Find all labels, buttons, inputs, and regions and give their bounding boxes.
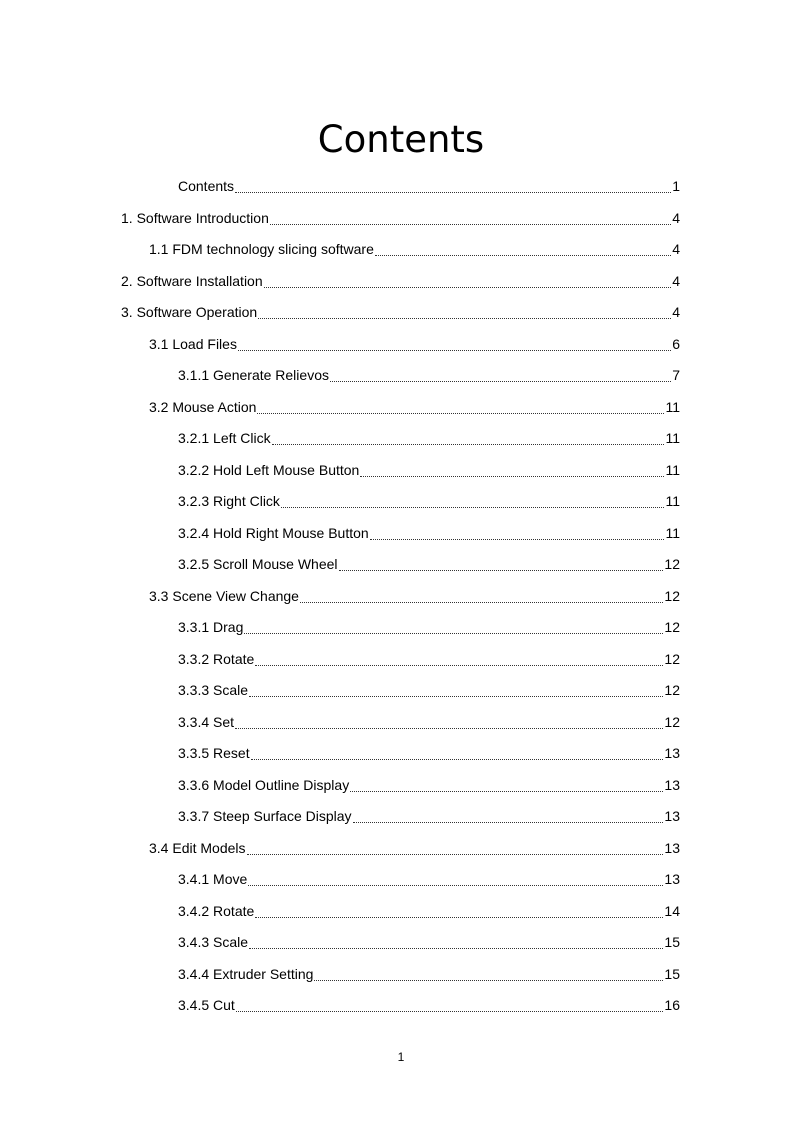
toc-entry-label: 3.4.4 Extruder Setting bbox=[178, 965, 314, 982]
toc-dot-leader bbox=[270, 224, 671, 225]
toc-entry-page: 11 bbox=[665, 493, 680, 509]
toc-entry-label: 3.2 Mouse Action bbox=[149, 398, 257, 415]
toc-entry-label: 3.1 Load Files bbox=[149, 335, 237, 352]
toc-entry-label: 3.2.4 Hold Right Mouse Button bbox=[178, 524, 369, 541]
toc-entry[interactable] bbox=[178, 617, 680, 637]
toc-entry[interactable] bbox=[178, 901, 680, 921]
toc-entry-page: 4 bbox=[672, 209, 680, 226]
toc-entry-page: 13 bbox=[664, 745, 680, 761]
toc-dot-leader bbox=[255, 665, 663, 666]
toc-entry-label: 3.4.1 Move bbox=[178, 871, 248, 887]
toc-dot-leader bbox=[249, 948, 663, 949]
toc-dot-leader bbox=[255, 917, 663, 918]
toc-entry-label: 3.3.7 Steep Surface Display bbox=[178, 808, 352, 824]
toc-entry-page: 12 bbox=[664, 587, 680, 604]
toc-entry[interactable] bbox=[178, 712, 680, 732]
toc-entry-page: 4 bbox=[672, 304, 680, 320]
toc-entry-label: 3.3.4 Set bbox=[178, 713, 235, 730]
toc-entry-label: 3.3.1 Drag bbox=[178, 619, 244, 635]
toc-entry-label: Contents bbox=[178, 178, 235, 194]
toc-entry[interactable] bbox=[178, 428, 680, 448]
toc-entry-label: 3.3.2 Rotate bbox=[178, 650, 255, 667]
toc-entry-page: 7 bbox=[672, 367, 680, 383]
toc-dot-leader bbox=[244, 633, 663, 634]
toc-entry[interactable] bbox=[178, 491, 680, 511]
toc-dot-leader bbox=[247, 854, 664, 855]
toc-entry-page: 14 bbox=[664, 902, 680, 919]
toc-entry[interactable] bbox=[121, 302, 680, 322]
toc-entry-page: 13 bbox=[664, 871, 680, 887]
toc-entry-label: 3.2.1 Left Click bbox=[178, 430, 271, 446]
toc-entry-page: 1 bbox=[672, 178, 680, 194]
toc-dot-leader bbox=[375, 255, 671, 256]
toc-entry-label: 3.3 Scene View Change bbox=[149, 587, 299, 604]
toc-dot-leader bbox=[314, 980, 663, 981]
toc-entry-page: 11 bbox=[665, 461, 680, 478]
toc-entry-label: 3.4.3 Scale bbox=[178, 934, 249, 950]
toc-entry-label: 3.2.3 Right Click bbox=[178, 493, 280, 509]
toc-entry-page: 12 bbox=[664, 650, 680, 667]
toc-dot-leader bbox=[235, 192, 671, 193]
toc-entry-label: 3.2.5 Scroll Mouse Wheel bbox=[178, 556, 338, 572]
toc-entry[interactable] bbox=[178, 176, 680, 196]
toc-entry-label: 3.4.5 Cut bbox=[178, 997, 235, 1013]
toc-dot-leader bbox=[235, 728, 663, 729]
toc-entry[interactable] bbox=[178, 964, 680, 984]
toc-entry[interactable] bbox=[178, 995, 680, 1015]
toc-entry[interactable] bbox=[178, 365, 680, 385]
toc-dot-leader bbox=[257, 413, 664, 414]
toc-entry-label: 3.3.5 Reset bbox=[178, 745, 250, 761]
toc-entry-label: 3.3.6 Model Outline Display bbox=[178, 776, 350, 793]
toc-entry-page: 12 bbox=[664, 556, 680, 572]
toc-dot-leader bbox=[258, 318, 671, 319]
toc-entry-page: 13 bbox=[664, 776, 680, 793]
toc-dot-leader bbox=[272, 444, 665, 445]
toc-dot-leader bbox=[238, 350, 671, 351]
toc-entry[interactable] bbox=[121, 208, 680, 228]
toc-entry[interactable] bbox=[121, 271, 680, 291]
toc-entry-label: 3. Software Operation bbox=[121, 304, 258, 320]
toc-entry-label: 3.4.2 Rotate bbox=[178, 902, 255, 919]
toc-entry[interactable] bbox=[178, 869, 680, 889]
toc-entry-label: 3.2.2 Hold Left Mouse Button bbox=[178, 461, 360, 478]
toc-entry[interactable] bbox=[178, 649, 680, 669]
toc-entry-label: 3.1.1 Generate Relievos bbox=[178, 367, 329, 383]
toc-entry-label: 3.3.3 Scale bbox=[178, 682, 249, 698]
toc-entry-page: 6 bbox=[672, 335, 680, 352]
toc-entry-page: 15 bbox=[664, 934, 680, 950]
toc-entry[interactable] bbox=[178, 523, 680, 543]
toc-dot-leader bbox=[236, 1011, 664, 1012]
toc-entry[interactable] bbox=[178, 806, 680, 826]
page-number: 1 bbox=[397, 1050, 405, 1064]
toc-entry-page: 12 bbox=[664, 619, 680, 635]
toc-entry-page: 4 bbox=[672, 272, 680, 289]
toc-entry[interactable] bbox=[178, 460, 680, 480]
toc-entry-page: 12 bbox=[664, 713, 680, 730]
toc-entry[interactable] bbox=[178, 775, 680, 795]
toc-dot-leader bbox=[350, 791, 663, 792]
toc-dot-leader bbox=[330, 381, 671, 382]
toc-dot-leader bbox=[360, 476, 664, 477]
toc-dot-leader bbox=[264, 287, 672, 288]
toc-entry-page: 13 bbox=[664, 808, 680, 824]
toc-entry[interactable] bbox=[178, 554, 680, 574]
toc-entry-page: 11 bbox=[665, 398, 680, 415]
toc-entry[interactable] bbox=[178, 932, 680, 952]
toc-dot-leader bbox=[300, 602, 663, 603]
toc-entry-label: 2. Software Installation bbox=[121, 272, 263, 289]
toc-entry-page: 13 bbox=[664, 839, 680, 856]
toc-entry[interactable] bbox=[149, 586, 680, 606]
toc-entry-page: 12 bbox=[664, 682, 680, 698]
toc-entry[interactable] bbox=[149, 397, 680, 417]
toc-dot-leader bbox=[353, 822, 664, 823]
toc-entry-label: 3.4 Edit Models bbox=[149, 839, 246, 856]
toc-entry-page: 11 bbox=[665, 430, 680, 446]
toc-entry-page: 16 bbox=[664, 997, 680, 1013]
toc-dot-leader bbox=[249, 696, 663, 697]
toc-dot-leader bbox=[370, 539, 665, 540]
toc-entry[interactable] bbox=[149, 239, 680, 259]
toc-entry[interactable] bbox=[149, 334, 680, 354]
toc-dot-leader bbox=[251, 759, 664, 760]
toc-dot-leader bbox=[281, 507, 665, 508]
toc-dot-leader bbox=[248, 885, 663, 886]
toc-entry-page: 15 bbox=[664, 965, 680, 982]
toc-entry[interactable] bbox=[178, 680, 680, 700]
toc-entry-page: 11 bbox=[665, 524, 680, 541]
toc-entry-label: 1. Software Introduction bbox=[121, 209, 269, 226]
toc-entry[interactable] bbox=[178, 743, 680, 763]
toc-entry-page: 4 bbox=[672, 241, 680, 257]
toc-entry[interactable] bbox=[149, 838, 680, 858]
toc-dot-leader bbox=[339, 570, 664, 571]
page-title: Contents bbox=[317, 118, 485, 161]
toc-entry-label: 1.1 FDM technology slicing software bbox=[149, 241, 374, 257]
